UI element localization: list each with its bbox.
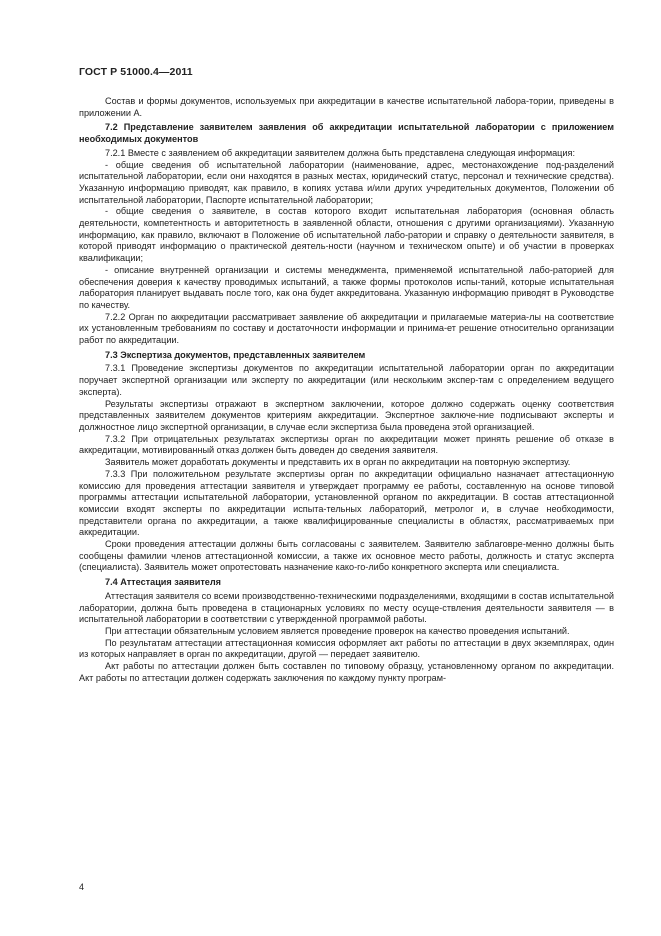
paragraph: 7.3.3 При положительном результате экспертизы орган по аккредитации официально назначает аттестационную комиссию для проведения аттестации заявителя и утверждает программу ее работы, составленную на основе типовой программы аттестации испытательной лаборатории, установленной органом по аккредитации. В состав аттестационной комиссии входят эксперты по аккредитации испыта-тельных лабораторий, метролог и, в случае необходимости, представители органа по аккредитации, а также квалифицированные специалисты в областях, рассматриваемых при аккредитации. — [79, 468, 614, 538]
document-header: ГОСТ Р 51000.4—2011 — [79, 66, 193, 78]
paragraph: Заявитель может доработать документы и представить их в орган по аккредитации на повторную экспертизу. — [105, 457, 571, 468]
paragraph: - описание внутренней организации и системы менеджмента, применяемой испытательной лабо-раторией для обеспечения доверия к качеству проводимых испытаний, а также формы протоколов испы-таний, которые испытательная лаборатория планирует выдавать после того, как она будет аккредитована. Указанную информацию приводят в Руководстве по качеству. — [79, 264, 614, 310]
section-heading: 7.2 Представление заявителем заявления об аккредитации испытательной лаборатории с приложением необходимых документов — [79, 122, 614, 145]
document-body — [79, 96, 614, 684]
section-heading: 7.3 Экспертиза документов, представленных заявителем — [105, 349, 366, 360]
paragraph: Сроки проведения аттестации должны быть согласованы с заявителем. Заявителю заблаговре-менно должны быть сообщены фамилии членов аттестационной комиссии, а также их основное место работы, должность и статус эксперта (специалиста). Заявитель может опротестовать назначение како-го-либо конкретного эксперта или специалиста. — [79, 539, 614, 573]
paragraph: При аттестации обязательным условием является проведение проверок на качество проведения испытаний. — [105, 625, 570, 636]
paragraph: 7.2.2 Орган по аккредитации рассматривает заявление об аккредитации и прилагаемые материа-лы на соответствие их установленным требованиям по составу и достаточности информации и принима-ет решение относительно организации работ по аккредитации. — [79, 311, 614, 346]
paragraph: Состав и формы документов, используемых при аккредитации в качестве испытательной лабора-тории, приведены в приложении А. — [79, 96, 614, 118]
section-heading: 7.4 Аттестация заявителя — [105, 577, 221, 588]
paragraph: Аттестация заявителя со всеми производственно-техническими подразделениями, входящими в состав испытательной лаборатории, должна быть проведена в стационарных условиях по месту осуще-ствления деятельности заявителя — в испытательной лаборатории в соответствии с утвержденной программой работы. — [79, 590, 614, 625]
paragraph: 7.3.1 Проведение экспертизы документов по аккредитации испытательной лаборатории орган по аккредитации поручает экспертной организации или эксперту по аккредитации (или нескольким экспер-там с определением ведущего эксперта). — [79, 363, 614, 397]
paragraph: По результатам аттестации аттестационная комиссия оформляет акт работы по аттестации в двух экземплярах, один из которых направляет в орган по аккредитации, другой — передает заявителю. — [79, 637, 614, 660]
paragraph: - общие сведения о заявителе, в состав которого входит испытательная лаборатория (основная область деятельности, компетентность и авторитетность в заявленной области, отношения с другими организациями). Указанную информацию, как правило, включают в Положение об испытательной лабо-ратории и справку о деятельности заявителя, в которой приводят информацию о практической деятель-ности (научном и техническом опыте) и об участии в проверках квалификации; — [79, 206, 614, 264]
paragraph: 7.2.1 Вместе с заявлением об аккредитации заявителем должна быть представлена следующая информация: — [105, 147, 575, 158]
paragraph: Акт работы по аттестации должен быть составлен по типовому образцу, установленному органом по аккредитации. Акт работы по аттестации должен содержать заключения по каждому пункту програм- — [79, 661, 614, 683]
paragraph: 7.3.2 При отрицательных результатах экспертизы орган по аккредитации может принять решение об отказе в аккредитации, мотивированный отказ должен быть доведен до сведения заявителя. — [79, 433, 614, 456]
paragraph: - общие сведения об испытательной лаборатории (наименование, адрес, местонахождение под-разделений испытательной лаборатории, если они находятся в разных местах, юридический статус, персонал и технические средства). Указанную информацию приводят, как правило, в копиях устава и/или других учредительных документов, Положении об испытательной лаборатории, Паспорте испытательной лаборатории; — [79, 159, 614, 205]
page-number: 4 — [79, 882, 85, 892]
paragraph: Результаты экспертизы отражают в экспертном заключении, которое должно содержать оценку соответствия представленных заявителем документов критериям аккредитации. Экспертное заключе-ние подписывают эксперты и должностное лицо экспертной организации, в случае если экспертиза была проведена этой организацией. — [79, 398, 614, 432]
